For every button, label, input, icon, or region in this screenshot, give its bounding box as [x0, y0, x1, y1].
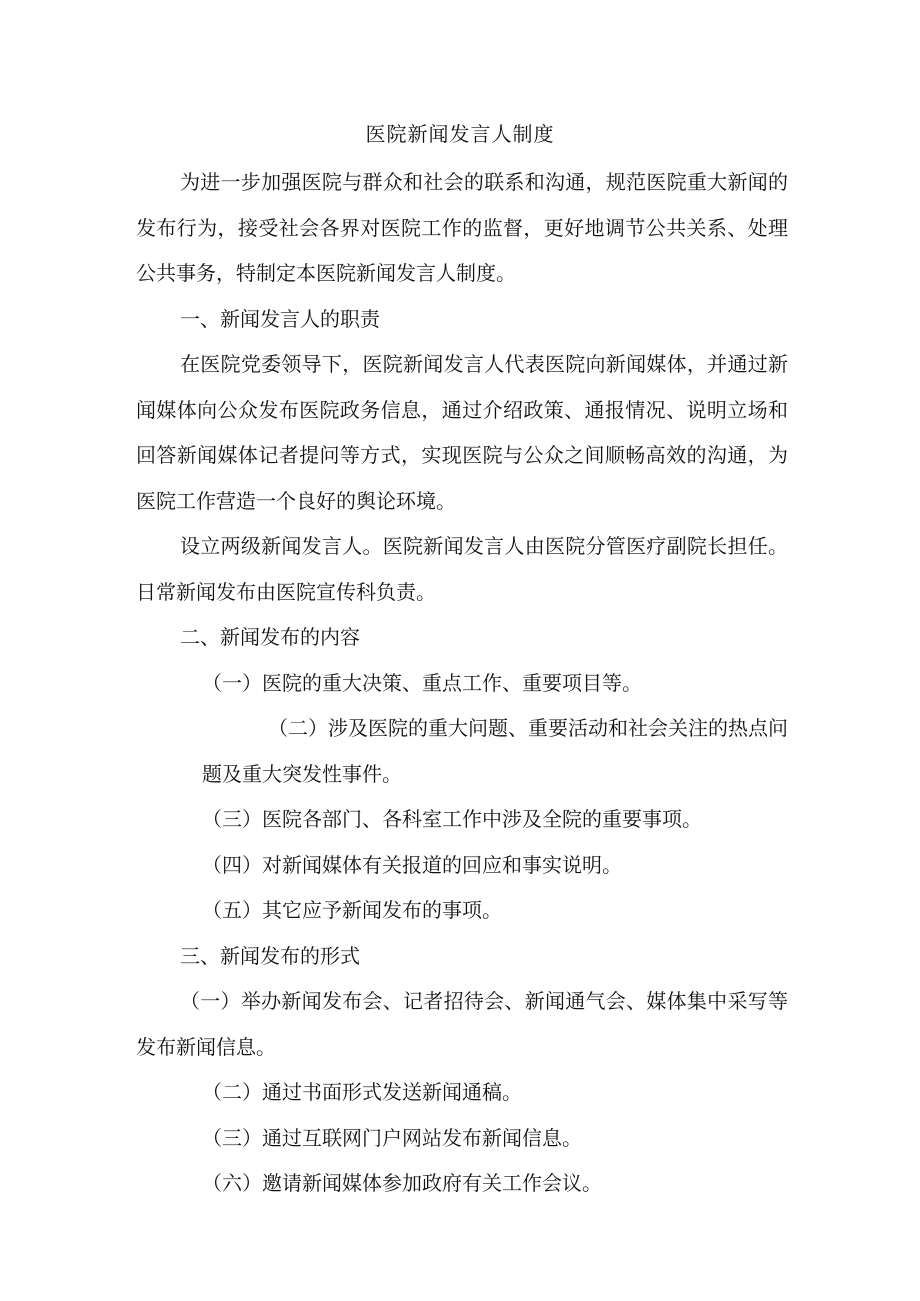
- section-2-item-3: （三）医院各部门、各科室工作中涉及全院的重要事项。: [202, 807, 702, 831]
- section-2-item-4: （四）对新闻媒体有关报道的回应和事实说明。: [202, 852, 622, 877]
- section-3-item-1: （一）举办新闻发布会、记者招待会、新闻通气会、媒体集中采写等发布新闻信息。: [136, 989, 788, 1059]
- section-2-item-2: （二）涉及医院的重大问题、重要活动和社会关注的热点问题及重大突发性事件。: [202, 716, 788, 786]
- section-2-heading: 二、新闻发布的内容: [180, 625, 360, 649]
- section-1-heading: 一、新闻发言人的职责: [180, 306, 380, 331]
- section-1-paragraph-2: 设立两级新闻发言人。医院新闻发言人由医院分管医疗副院长担任。日常新闻发布由医院宣传科负责。: [136, 534, 788, 604]
- intro-paragraph: 为进一步加强医院与群众和社会的联系和沟通，规范医院重大新闻的发布行为，接受社会各界对医院工作的监督，更好地调节公共关系、处理公共事务，特制定本医院新闻发言人制度。: [136, 170, 788, 285]
- section-3-item-2: （二）通过书面形式发送新闻通稿。: [202, 1080, 522, 1104]
- document-body: [136, 160, 788, 1207]
- section-3-heading: 三、新闻发布的形式: [180, 943, 360, 968]
- section-3-item-4: （六）邀请新闻媒体参加政府有关工作会议。: [202, 1171, 602, 1195]
- section-2-item-1: （一）医院的重大决策、重点工作、重要项目等。: [202, 670, 642, 695]
- section-3-item-3: （三）通过互联网门户网站发布新闻信息。: [202, 1125, 582, 1150]
- section-2-item-5: （五）其它应予新闻发布的事项。: [202, 898, 502, 922]
- section-1-paragraph-1: 在医院党委领导下，医院新闻发言人代表医院向新闻媒体，并通过新闻媒体向公众发布医院政务信息，通过介绍政策、通报情况、说明立场和回答新闻媒体记者提问等方式，实现医院与公众之间顺畅高效的沟通，为医院工作营造一个良好的舆论环境。: [136, 352, 788, 513]
- document-title: 医院新闻发言人制度: [365, 122, 555, 146]
